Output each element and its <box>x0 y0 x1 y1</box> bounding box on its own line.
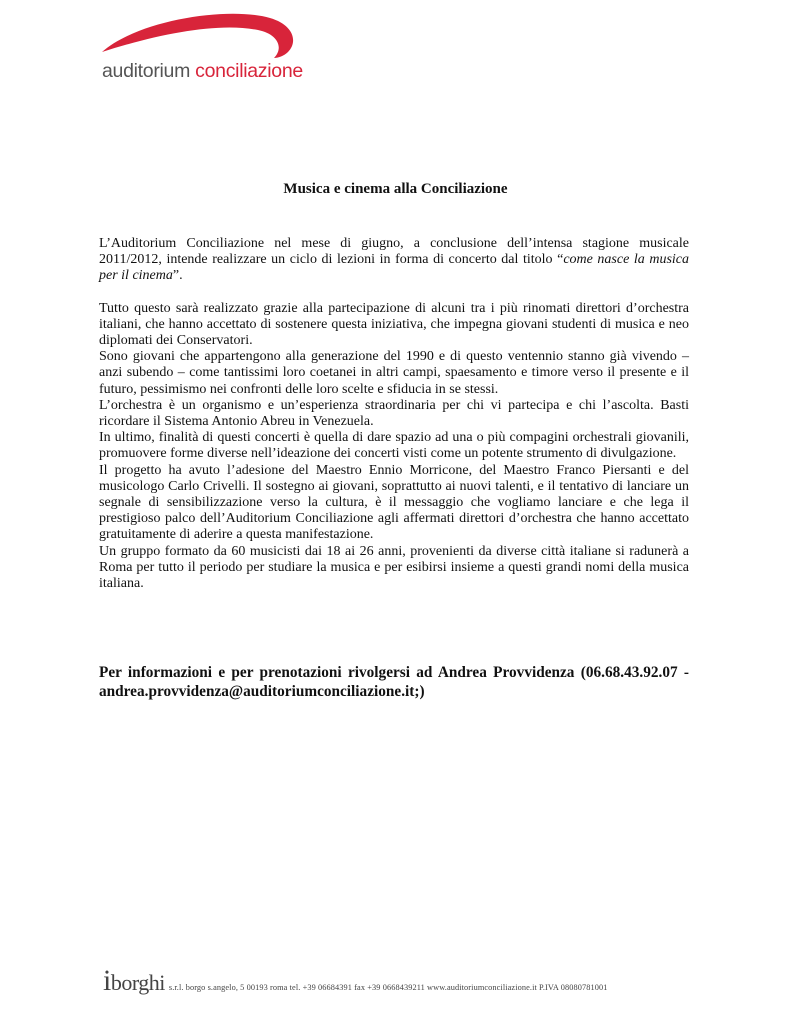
paragraph-intro <box>99 236 689 285</box>
paragraph-participation: Tutto questo sarà realizzato grazie alla partecipazione di alcuni tra i più rinomati direttori d’orchestra italiani, che hanno accettato di sostenere questa iniziativa, che impegna giovani studenti di musica e neo diplomati dei Conservatori. <box>99 300 689 349</box>
event-title: come nasce la musica per il cinema <box>99 252 689 284</box>
footer-company-details: s.r.l. borgo s.angelo, 5 00193 roma tel. +39 06684391 fax +39 0668439211 www.auditoriumconciliazione.it P.IVA 08080781001 <box>168 983 608 992</box>
contact-info: Per informazioni e per prenotazioni rivolgersi ad Andrea Provvidenza (06.68.43.92.07 - andrea.provvidenza@auditoriumconciliazione.it;) <box>99 664 689 700</box>
logo-swoosh-icon <box>98 12 298 60</box>
paragraph-generation: Sono giovani che appartengono alla generazione del 1990 e di questo ventennio stanno già vivendo – anzi subendo – come tantissimi loro coetanei in altri campi, spaesamento e timore verso il presente e il futuro, pessimismo nei confronti delle loro scelte e sfiducia in se stessi. <box>99 349 689 397</box>
auditorium-logo <box>98 12 303 84</box>
logo-word-conciliazione: conciliazione <box>195 60 303 82</box>
logo-word-auditorium: auditorium <box>102 60 191 82</box>
paragraph-project: Il progetto ha avuto l’adesione del Maestro Ennio Morricone, del Maestro Franco Piersanti e del musicologo Carlo Crivelli. Il sostegno ai giovani, soprattutto ai nuovi talenti, e il tentativo di lanciare un segnale di sensibilizzazione verso la cultura, è il messaggio che vogliamo lanciare e che lega il prestigioso palco dell’Auditorium Conciliazione agli affermati direttori d’orchestra che hanno accettato gratuitamente di aderire a questa manifestazione. <box>99 462 689 543</box>
paragraph-intro-text: L’Auditorium Conciliazione nel mese di giugno, a conclusione dell’intensa stagione musicale 2011/2012, intende realizzare un ciclo di lezioni in forma di concerto dal titolo “ <box>99 236 689 268</box>
footer-brand-logo <box>103 964 165 997</box>
document-title: Musica e cinema alla Conciliazione <box>283 181 508 197</box>
logo-wordmark <box>102 62 303 82</box>
paragraph-purpose: In ultimo, finalità di questi concerti è quella di dare spazio ad una o più compagini orchestrali giovanili, promuovere forme diverse nell’ideazione dei concerti visti come un potente strumento di divulgazione. <box>99 430 689 462</box>
footer-brand-name: borghi <box>110 970 165 995</box>
footer-brand-initial: i <box>103 964 111 997</box>
document-body <box>99 236 689 592</box>
footer <box>103 964 703 997</box>
paragraph-group: Un gruppo formato da 60 musicisti dai 18 ai 26 anni, provenienti da diverse città italiane si radunerà a Roma per tutto il periodo per studiare la musica e per esibirsi insieme a questi grandi nomi della musica italiana. <box>99 543 689 592</box>
paragraph-orchestra: L’orchestra è un organismo e un’esperienza straordinaria per chi vi partecipa e chi l’ascolta. Basti ricordare il Sistema Antonio Abreu in Venezuela. <box>99 397 689 430</box>
paragraph-intro-end: ”. <box>172 268 183 284</box>
